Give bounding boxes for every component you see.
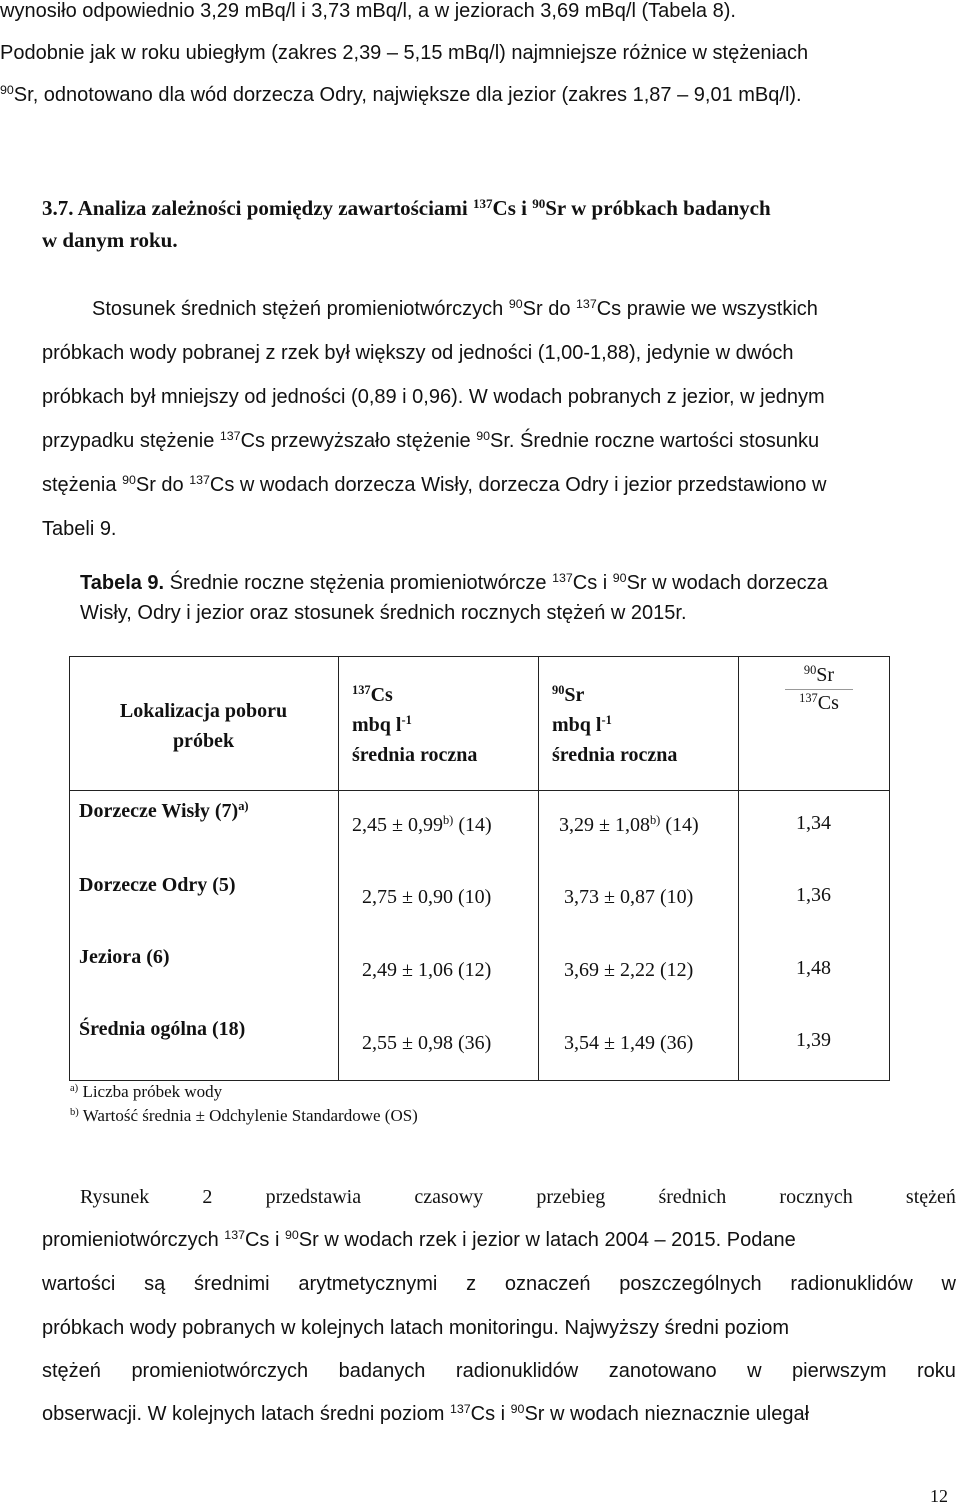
row-2-location: Dorzecze Odry (5) [79, 874, 236, 896]
paragraph-3-line-5: stężeń promieniotwórczych badanych radionuklidów zanotowano w pierwszym roku [42, 1360, 956, 1382]
row-3-ratio: 1,48 [796, 957, 831, 979]
data-table [69, 656, 890, 1081]
paragraph-3-line-3: wartości są średnimi arytmetycznymi z oznaczeń poszczególnych radionuklidów w [42, 1273, 956, 1295]
row-3-cs137: 2,49 ± 1,06 (12) [362, 959, 492, 981]
table-border-right [889, 656, 890, 1081]
footnote-b: $^{b)}$ Wartość średnia ± Odchylenie Standardowe (OS) [70, 1106, 418, 1125]
row-2-ratio: 1,36 [796, 884, 831, 906]
row-3-sr90: 3,69 ± 2,22 (12) [564, 959, 694, 981]
table-caption: Tabela 9. Średnie roczne stężenia promieniotwórcze $^{137}$Cs i $^{90}$Sr w wodach dorzecza [80, 571, 828, 594]
table-divider-2 [538, 656, 539, 1081]
table-caption-line-2: Wisły, Odry i jezior oraz stosunek średnich rocznych stężeń w 2015r. [80, 602, 687, 624]
row-4-sr90: 3,54 ± 1,49 (36) [564, 1032, 694, 1054]
row-1-location: Dorzecze Wisły $(7)^{a)}$ [79, 799, 249, 822]
paragraph-1-line-2: Podobnie jak w roku ubiegłym (zakres 2,39 – 5,15 mBq/l) najmniejsze różnice w stężeniach [0, 42, 809, 64]
section-heading: 3.7. Analiza zależności pomiędzy zawartościami $^{137}$Cs i $^{90}$Sr w próbkach badanych [42, 195, 771, 220]
row-3-location: Jeziora (6) [79, 946, 170, 968]
footnote-a: $^{a)}$ Liczba próbek wody [70, 1082, 223, 1101]
paragraph-2-line-4: przypadku stężenie $^{137}$Cs przewyższało stężenie $^{90}$Sr. Średnie roczne wartości stosunku [42, 429, 820, 452]
paragraph-3-line-1: Rysunek 2 przedstawia czasowy przebieg średnich rocznych stężeń [80, 1186, 956, 1208]
paragraph-3-line-4: próbkach wody pobranych w kolejnych latach monitoringu. Najwyższy średni poziom [42, 1317, 790, 1339]
paragraph-3-line-6: obserwacji. W kolejnych latach średni poziom $^{137}$Cs i $^{90}$Sr w wodach nieznacznie ulegał [42, 1402, 810, 1425]
table-border-top [69, 656, 890, 657]
table-divider-1 [338, 656, 339, 1081]
paragraph-2-line-1: Stosunek średnich stężeń promieniotwórczych $^{90}$Sr do $^{137}$Cs prawie we wszystkich [92, 297, 818, 320]
paragraph-3-line-2: promieniotwórczych $^{137}$Cs i $^{90}$Sr w wodach rzek i jezior w latach 2004 – 2015. Podane [42, 1228, 796, 1251]
row-1-cs137: $2,45 \pm 0,99^{b)}$ (14) [352, 813, 492, 836]
paragraph-1-line-1: wynosiło odpowiednio 3,29 mBq/l i 3,73 mBq/l, a w jeziorach 3,69 mBq/l (Tabela 8). [0, 0, 736, 22]
paragraph-2-line-3: próbkach był mniejszy od jedności (0,89 i 0,96). W wodach pobranych z jezior, w jednym [42, 386, 825, 408]
header-location: Lokalizacja poboru próbek [119, 700, 288, 752]
paragraph-2-line-5: stężenia $^{90}$Sr do $^{137}$Cs w wodach dorzecza Wisły, dorzecza Odry i jezior przedstawiono w [42, 473, 827, 496]
header-ratio: $^{90}$Sr $^{137}$Cs [785, 664, 853, 715]
table-divider-3 [738, 656, 739, 1081]
section-heading-line-2: w danym roku. [42, 228, 178, 252]
paragraph-2-line-2: próbkach wody pobranej z rzek był większy od jedności (1,00-1,88), jedynie w dwóch [42, 342, 794, 364]
row-4-ratio: 1,39 [796, 1029, 831, 1051]
row-1-sr90: $3,29 \pm 1,08^{b)}$ (14) [559, 813, 699, 836]
row-4-cs137: 2,55 ± 0,98 (36) [362, 1032, 492, 1054]
table-header-divider [69, 790, 890, 791]
paragraph-1-line-3: $^{90}$Sr, odnotowano dla wód dorzecza Odry, największe dla jezior (zakres 1,87 – 9,01 mBq/l). [0, 83, 802, 106]
paragraph-2-line-6: Tabeli 9. [42, 518, 117, 540]
row-2-cs137: 2,75 ± 0,90 (10) [362, 886, 492, 908]
header-cs137: $^{137}$Cs mbq $l^{-1}$ średnia roczna [352, 683, 478, 766]
table-border-bottom [69, 1080, 890, 1081]
row-1-ratio: 1,34 [796, 812, 831, 834]
header-sr90: $^{90}$Sr mbq $l^{-1}$ średnia roczna [552, 683, 678, 766]
row-4-location: Średnia ogólna (18) [79, 1018, 246, 1040]
page-number: 12 [930, 1486, 948, 1506]
row-2-sr90: 3,73 ± 0,87 (10) [564, 886, 694, 908]
